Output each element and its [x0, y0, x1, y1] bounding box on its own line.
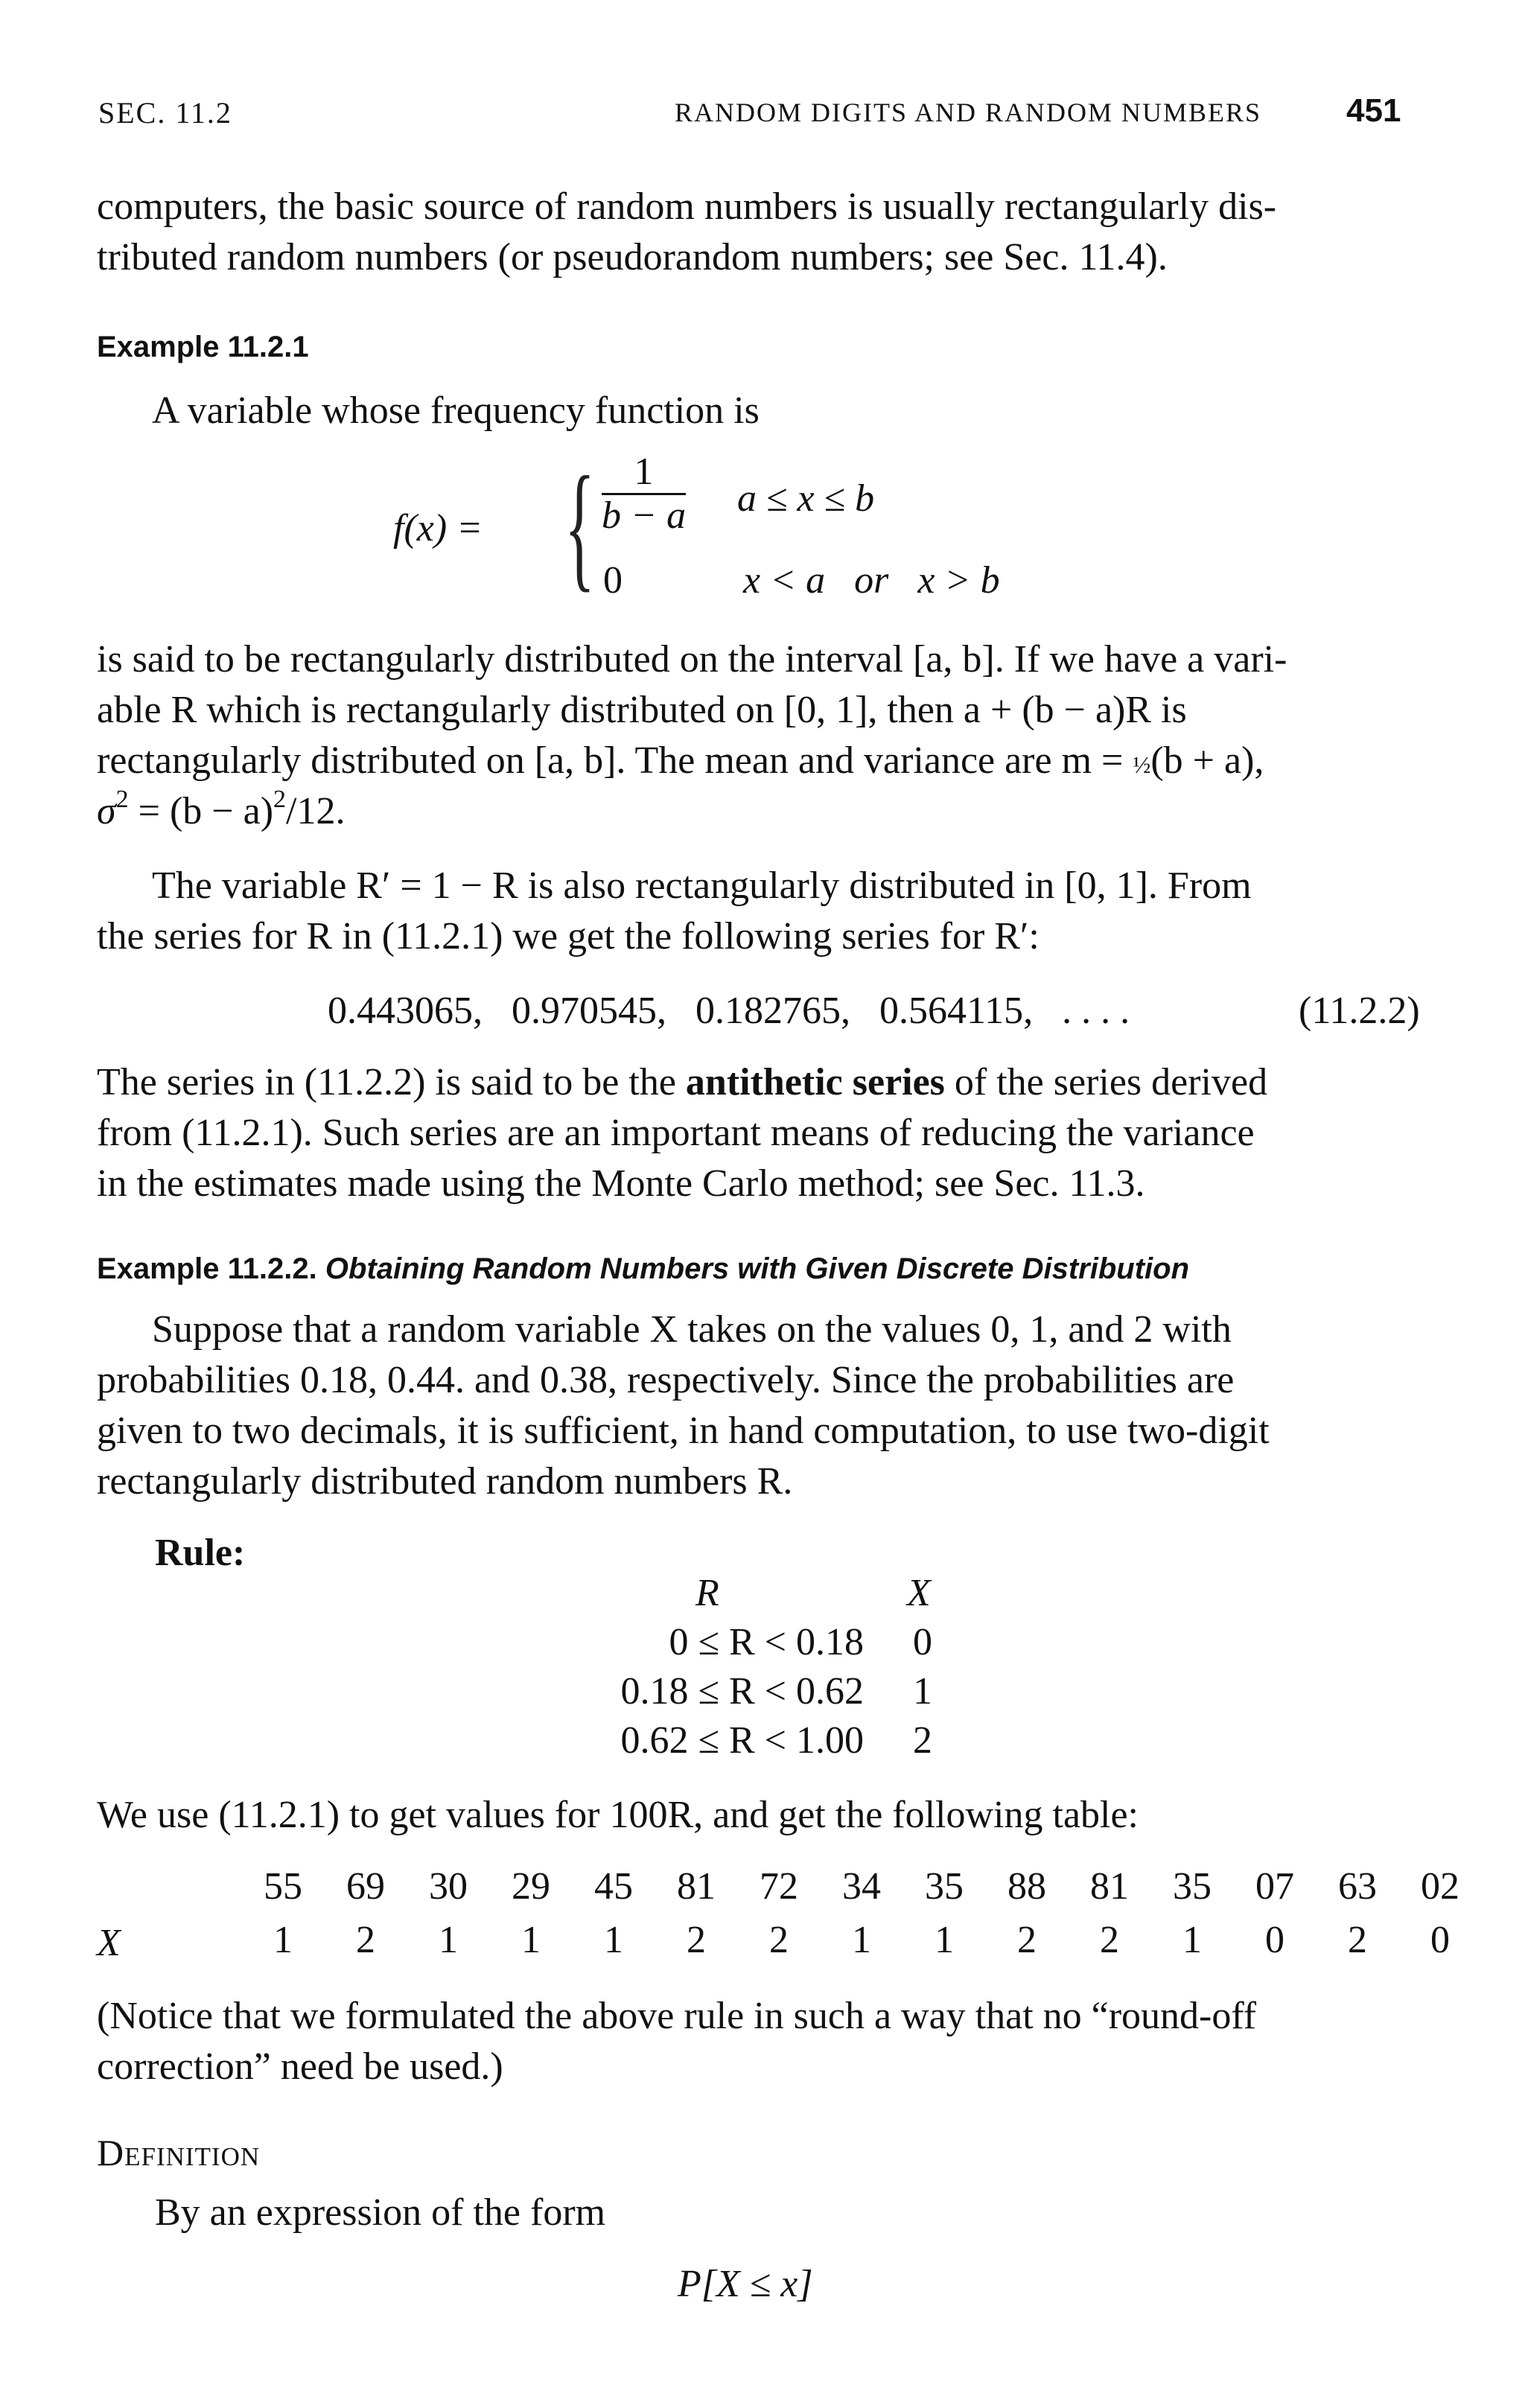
- rule-col-x: X: [907, 1572, 931, 1614]
- table-cell-x-11: 2: [1100, 1919, 1119, 1961]
- antithetic-series-term: antithetic series: [685, 1061, 945, 1103]
- rule-row-3-x: 2: [913, 1719, 932, 1762]
- example1-r1b: of the series derived: [944, 1061, 1268, 1103]
- table-cell-r-8: 34: [842, 1865, 881, 1908]
- table-cell-r-1: 55: [264, 1865, 302, 1908]
- antithetic-series: 0.443065, 0.970545, 0.182765, 0.564115, . . . .: [328, 990, 1130, 1032]
- variance-exponent: 2: [273, 786, 287, 813]
- equation-label-11-2-2: (11.2.2): [1299, 990, 1420, 1032]
- example2-s3: given to two decimals, it is sufficient, in hand computation, to use two-digit: [97, 1410, 1270, 1452]
- rule-row-1-x: 0: [913, 1621, 932, 1663]
- table-cell-x-14: 2: [1348, 1919, 1367, 1961]
- example-heading-2: [97, 1252, 1189, 1286]
- formula-condition-1: a ≤ x ≤ b: [737, 477, 875, 520]
- table-cell-r-6: 81: [677, 1865, 716, 1908]
- formula-brace: {: [564, 448, 596, 605]
- formula-condition-2: x < a or x > b: [743, 559, 1000, 602]
- example1-text-3b: (b + a),: [1150, 739, 1264, 782]
- table-cell-r-11: 81: [1090, 1865, 1129, 1908]
- table-cell-r-3: 30: [429, 1865, 468, 1908]
- table-cell-r-4: 29: [512, 1865, 550, 1908]
- example2-title: Obtaining Random Numbers with Given Discrete Distribution: [325, 1252, 1190, 1285]
- para1-line1: computers, the basic source of random numbers is usually rectangularly dis-: [97, 185, 1277, 228]
- fraction-denominator: b − a: [602, 494, 687, 537]
- definition-text: By an expression of the form: [155, 2191, 606, 2234]
- table-cell-r-13: 07: [1255, 1865, 1294, 1908]
- para1-line2: tributed random numbers (or pseudorandom numbers; see Sec. 11.4).: [97, 236, 1168, 278]
- formula-value-2: 0: [603, 559, 623, 602]
- fraction-numerator: 1: [602, 451, 686, 495]
- table-cell-x-5: 1: [604, 1919, 623, 1961]
- rule-col-r: R: [695, 1572, 719, 1614]
- sigma-exponent: 2: [115, 786, 129, 813]
- definition-heading: Definition: [97, 2132, 261, 2173]
- example1-q2: the series for R in (11.2.1) we get the following series for R′:: [97, 915, 1040, 958]
- formula-fraction: [602, 451, 686, 537]
- example1-text-3a: rectangularly distributed on [a, b]. The mean and variance are m =: [97, 739, 1133, 782]
- example1-text-3: [97, 736, 1264, 790]
- table-cell-r-10: 88: [1007, 1865, 1046, 1908]
- notice-line-2: correction” need be used.): [97, 2045, 503, 2088]
- definition-expression: P[X ≤ x]: [678, 2263, 813, 2305]
- table-row-label-x: X: [97, 1922, 121, 1964]
- example2-number: Example 11.2.2.: [97, 1252, 317, 1285]
- table-cell-x-4: 1: [521, 1919, 541, 1961]
- example1-intro: A variable whose frequency function is: [152, 389, 760, 432]
- example2-s4: rectangularly distributed random numbers R.: [97, 1460, 793, 1503]
- example2-s1: Suppose that a random variable X takes on the values 0, 1, and 2 with: [152, 1308, 1232, 1351]
- example1-text-4c: /12.: [286, 790, 346, 832]
- rule-row-3-range: 0.62 ≤ R < 1.00: [620, 1719, 864, 1762]
- random-number-table: [253, 1864, 1489, 1969]
- table-cell-r-15: 02: [1421, 1865, 1459, 1908]
- use-line: We use (11.2.1) to get values for 100R, and get the following table:: [97, 1794, 1139, 1836]
- rule-row-2-range: 0.18 ≤ R < 0.62: [620, 1670, 864, 1713]
- example1-r3: in the estimates made using the Monte Carlo method; see Sec. 11.3.: [97, 1162, 1145, 1205]
- half-fraction: ½: [1133, 751, 1151, 778]
- example1-text-1: is said to be rectangularly distributed on the interval [a, b]. If we have a vari-: [97, 638, 1287, 681]
- table-cell-x-3: 1: [439, 1919, 458, 1961]
- rule-row-1-range: 0 ≤ R < 0.18: [669, 1621, 864, 1663]
- table-cell-x-13: 0: [1265, 1919, 1284, 1961]
- running-title: RANDOM DIGITS AND RANDOM NUMBERS: [675, 98, 1262, 127]
- table-cell-x-2: 2: [356, 1919, 375, 1961]
- table-cell-x-7: 2: [769, 1919, 789, 1961]
- table-cell-r-5: 45: [594, 1865, 633, 1908]
- table-cell-r-12: 35: [1173, 1865, 1212, 1908]
- example1-text-2: able R which is rectangularly distributed on [0, 1], then a + (b − a)R is: [97, 689, 1187, 731]
- table-cell-x-12: 1: [1182, 1919, 1202, 1961]
- rule-row-2-x: 1: [913, 1670, 932, 1713]
- table-cell-r-14: 63: [1338, 1865, 1377, 1908]
- example1-q1: The variable R′ = 1 − R is also rectangularly distributed in [0, 1]. From: [152, 864, 1252, 907]
- notice-line-1: (Notice that we formulated the above rule in such a way that no “round-off: [97, 1995, 1257, 2037]
- table-cell-r-7: 72: [760, 1865, 798, 1908]
- table-cell-x-1: 1: [273, 1919, 293, 1961]
- table-cell-r-2: 69: [346, 1865, 385, 1908]
- page-number: 451: [1346, 92, 1401, 129]
- example-heading-1: Example 11.2.1: [97, 331, 309, 363]
- section-label: SEC. 11.2: [98, 96, 232, 130]
- example1-r1a: The series in (11.2.2) is said to be the: [97, 1061, 686, 1103]
- example1-r2: from (11.2.1). Such series are an important means of reducing the variance: [97, 1112, 1255, 1154]
- table-cell-x-15: 0: [1430, 1919, 1450, 1961]
- example1-r1: [97, 1057, 1267, 1108]
- example1-text-4b: = (b − a): [128, 790, 274, 832]
- table-cell-x-9: 1: [935, 1919, 954, 1961]
- table-cell-x-8: 1: [852, 1919, 871, 1961]
- example1-text-4: [97, 786, 345, 837]
- table-cell-x-6: 2: [687, 1919, 706, 1961]
- table-cell-x-10: 2: [1017, 1919, 1037, 1961]
- sigma-symbol: σ: [97, 790, 116, 832]
- formula-lhs: f(x) =: [393, 507, 483, 550]
- example2-s2: probabilities 0.18, 0.44. and 0.38, respectively. Since the probabilities are: [97, 1359, 1235, 1401]
- rule-label: Rule:: [155, 1532, 246, 1574]
- table-cell-r-9: 35: [925, 1865, 964, 1908]
